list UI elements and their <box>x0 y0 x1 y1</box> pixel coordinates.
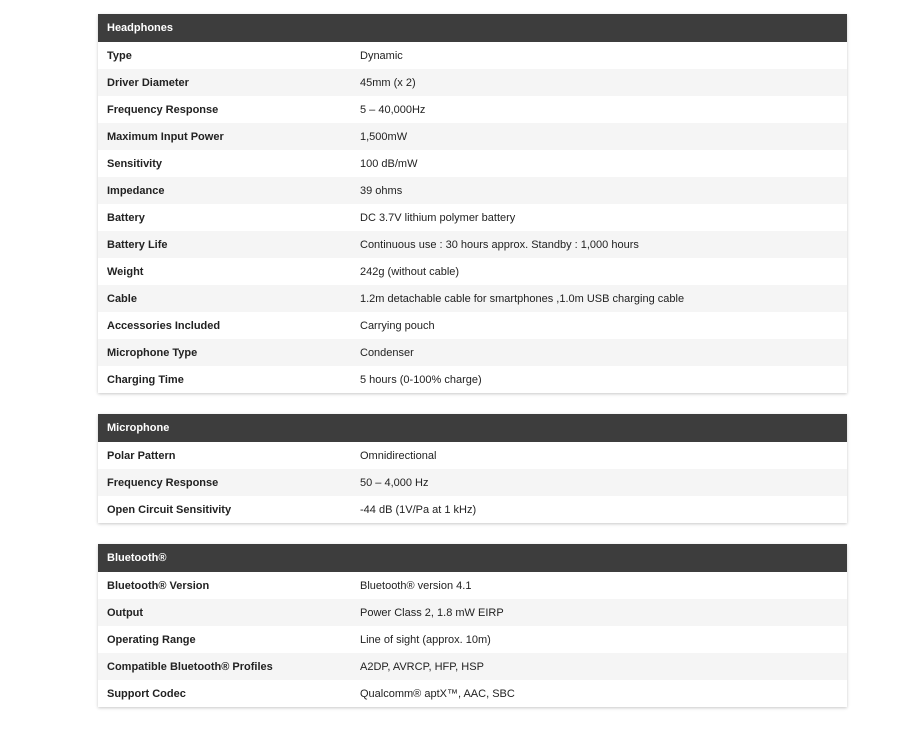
spec-label: Open Circuit Sensitivity <box>107 503 232 516</box>
spec-label: Sensitivity <box>107 157 163 170</box>
spec-row <box>98 469 847 496</box>
spec-label: Bluetooth® Version <box>107 579 210 592</box>
spec-value: 50 – 4,000 Hz <box>360 476 429 489</box>
spec-label: Operating Range <box>107 633 196 646</box>
spec-row <box>98 96 847 123</box>
spec-label: Charging Time <box>107 373 184 386</box>
spec-label: Microphone Type <box>107 346 198 359</box>
spec-value: A2DP, AVRCP, HFP, HSP <box>360 660 484 673</box>
spec-row <box>98 680 847 707</box>
spec-row <box>98 442 847 469</box>
spec-row <box>98 258 847 285</box>
spec-value: 5 hours (0-100% charge) <box>360 373 482 386</box>
spec-value: Condenser <box>360 346 414 359</box>
spec-row <box>98 204 847 231</box>
spec-row <box>98 599 847 626</box>
spec-label: Weight <box>107 265 144 278</box>
spec-value: Omnidirectional <box>360 449 437 462</box>
spec-label: Polar Pattern <box>107 449 176 462</box>
spec-label: Output <box>107 606 144 619</box>
spec-label: Battery <box>107 211 145 224</box>
spec-label: Frequency Response <box>107 103 219 116</box>
spec-label: Impedance <box>107 184 165 197</box>
spec-row <box>98 231 847 258</box>
spec-value: Line of sight (approx. 10m) <box>360 633 491 646</box>
spec-label: Compatible Bluetooth® Profiles <box>107 660 273 673</box>
spec-value: 39 ohms <box>360 184 403 197</box>
table-header: Headphones <box>98 14 847 42</box>
spec-label: Type <box>107 49 132 62</box>
spec-label: Battery Life <box>107 238 168 251</box>
table-header: Microphone <box>98 414 847 442</box>
spec-value: 5 – 40,000Hz <box>360 103 426 116</box>
spec-row <box>98 312 847 339</box>
spec-row <box>98 339 847 366</box>
spec-row <box>98 285 847 312</box>
spec-value: Qualcomm® aptX™, AAC, SBC <box>360 687 515 700</box>
spec-row <box>98 123 847 150</box>
spec-row <box>98 177 847 204</box>
spec-label: Support Codec <box>107 687 186 700</box>
spec-table-microphone <box>98 414 847 523</box>
spec-row <box>98 496 847 523</box>
spec-value: 1.2m detachable cable for smartphones ,1.0m USB charging cable <box>360 292 685 305</box>
spec-value: Bluetooth® version 4.1 <box>360 579 472 592</box>
spec-label: Cable <box>107 292 137 305</box>
spec-row <box>98 150 847 177</box>
spec-row <box>98 69 847 96</box>
spec-value: Carrying pouch <box>360 319 435 332</box>
spec-row <box>98 572 847 599</box>
spec-label: Maximum Input Power <box>107 130 224 143</box>
spec-value: 1,500mW <box>360 130 408 143</box>
spec-table-headphones <box>98 14 847 393</box>
spec-value: Continuous use : 30 hours approx. Standby : 1,000 hours <box>360 238 639 251</box>
spec-value: -44 dB (1V/Pa at 1 kHz) <box>360 503 477 516</box>
table-header: Bluetooth® <box>98 544 847 572</box>
spec-row <box>98 366 847 393</box>
spec-row <box>98 653 847 680</box>
spec-value: Dynamic <box>360 49 403 62</box>
spec-row <box>98 626 847 653</box>
spec-label: Frequency Response <box>107 476 219 489</box>
spec-label: Accessories Included <box>107 319 221 332</box>
spec-row <box>98 42 847 69</box>
spec-value: 45mm (x 2) <box>360 76 416 89</box>
spec-value: 100 dB/mW <box>360 157 418 170</box>
spec-label: Driver Diameter <box>107 76 189 89</box>
spec-value: 242g (without cable) <box>360 265 460 278</box>
spec-value: Power Class 2, 1.8 mW EIRP <box>360 606 504 619</box>
spec-value: DC 3.7V lithium polymer battery <box>360 211 516 224</box>
spec-table-bluetooth <box>98 544 847 707</box>
